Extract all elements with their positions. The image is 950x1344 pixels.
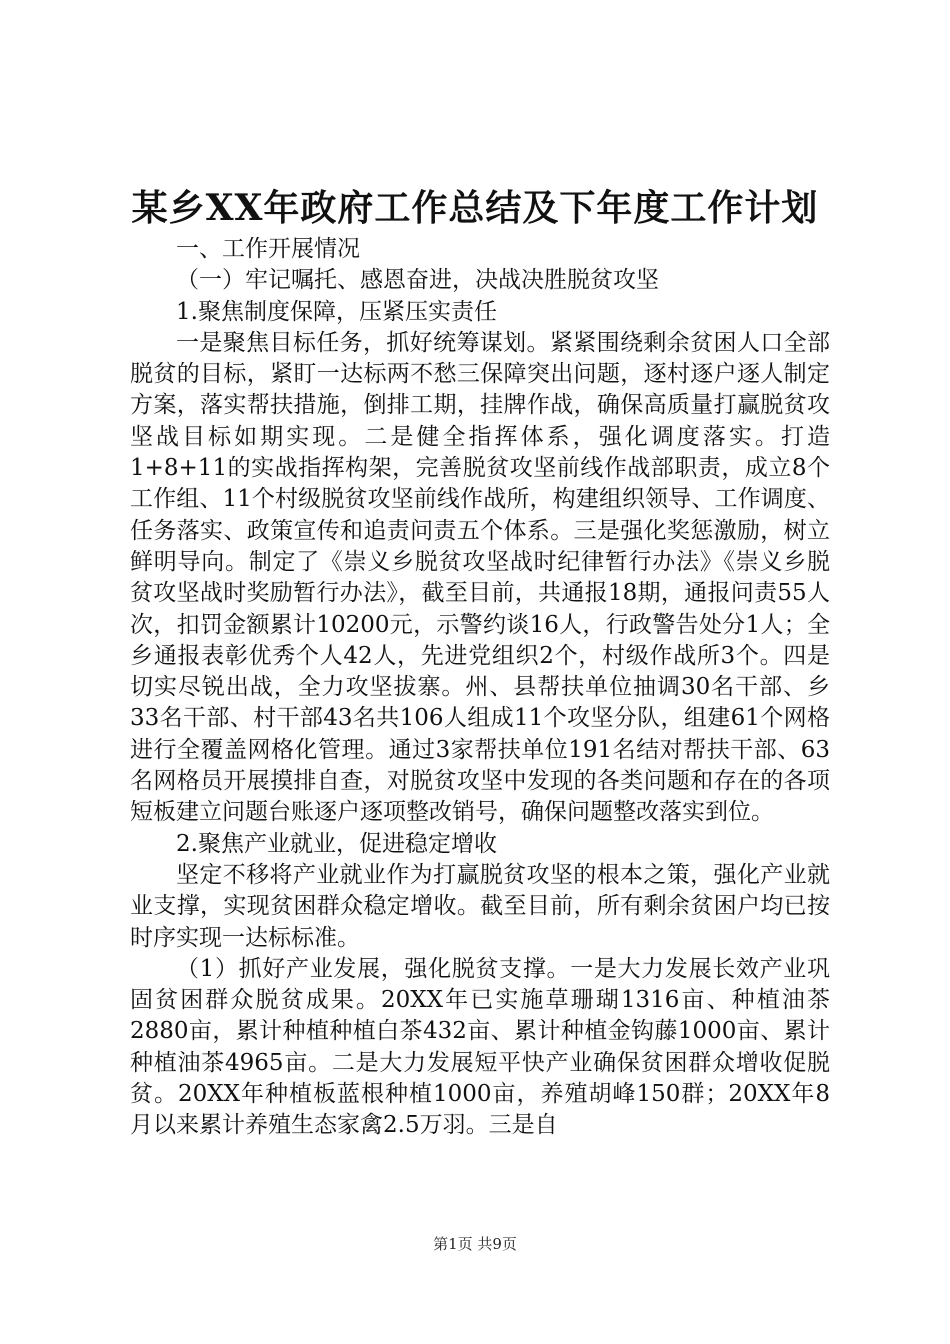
section-heading: 一、工作开展情况 [176,236,360,262]
subsection-heading: （一）牢记嘱托、感恩奋进，决战决胜脱贫攻坚 [176,267,659,294]
item-heading: 2.聚焦产业就业，促进稳定增收 [176,830,497,857]
document-body [130,234,830,1142]
document-title: 某乡XX年政府工作总结及下年度工作计划 [131,187,819,229]
item-heading: 1.聚焦制度保障，压紧压实责任 [176,298,497,325]
body-paragraph: 一是聚焦目标任务，抓好统筹谋划。紧紧围绕剩余贫困人口全部脱贫的目标，紧盯一达标两不愁三保障突出问题，逐村逐户逐人制定方案，落实帮扶措施，倒排工期，挂牌作战，确保高质量打赢脱贫攻坚战目标如期实现。二是健全指挥体系，强化调度落实。打造1+8+11的实战指挥构架，完善脱贫攻坚前线作战部职责，成立8个工作组、11个村级脱贫攻坚前线作战所，构建组织领导、工作调度、任务落实、政策宣传和追责问责五个体系。三是强化奖惩激励，树立鲜明导向。制定了《崇义乡脱贫攻坚战时纪律暂行办法》《崇义乡脱贫攻坚战时奖励暂行办法》，截至目前，共通报18期，通报问责55人次，扣罚金额累计10200元，示警约谈16人，行政警告处分1人；全乡通报表彰优秀个人42人，先进党组织2个，村级作战所3个。四是切实尽锐出战，全力攻坚拔寨。州、县帮扶单位抽调30名干部、乡33名干部、村干部43名共106人组成11个攻坚分队，组建61个网格进行全覆盖网格化管理。通过3家帮扶单位191名结对帮扶干部、63名网格员开展摸排自查，对脱贫攻坚中发现的各类问题和存在的各项短板建立问题台账逐户逐项整改销号，确保问题整改落实到位。 [130,329,830,826]
body-paragraph: 坚定不移将产业就业作为打赢脱贫攻坚的根本之策，强化产业就业支撑，实现贫困群众稳定增收。截至目前，所有剩余贫困户均已按时序实现一达标标准。 [130,861,830,951]
page-number: 第1页 共9页 [433,1235,517,1253]
body-paragraph: （1）抓好产业发展，强化脱贫支撑。一是大力发展长效产业巩固贫困群众脱贫成果。20XX年已实施草珊瑚1316亩、种植油茶2880亩，累计种植种植白茶432亩、累计种植金钩藤1000亩、累计种植油茶4965亩。二是大力发展短平快产业确保贫困群众增收促脱贫。20XX年种植板蓝根种植1000亩，养殖胡峰150群；20XX年8月以来累计养殖生态家禽2.5万羽。三是自 [130,955,830,1139]
